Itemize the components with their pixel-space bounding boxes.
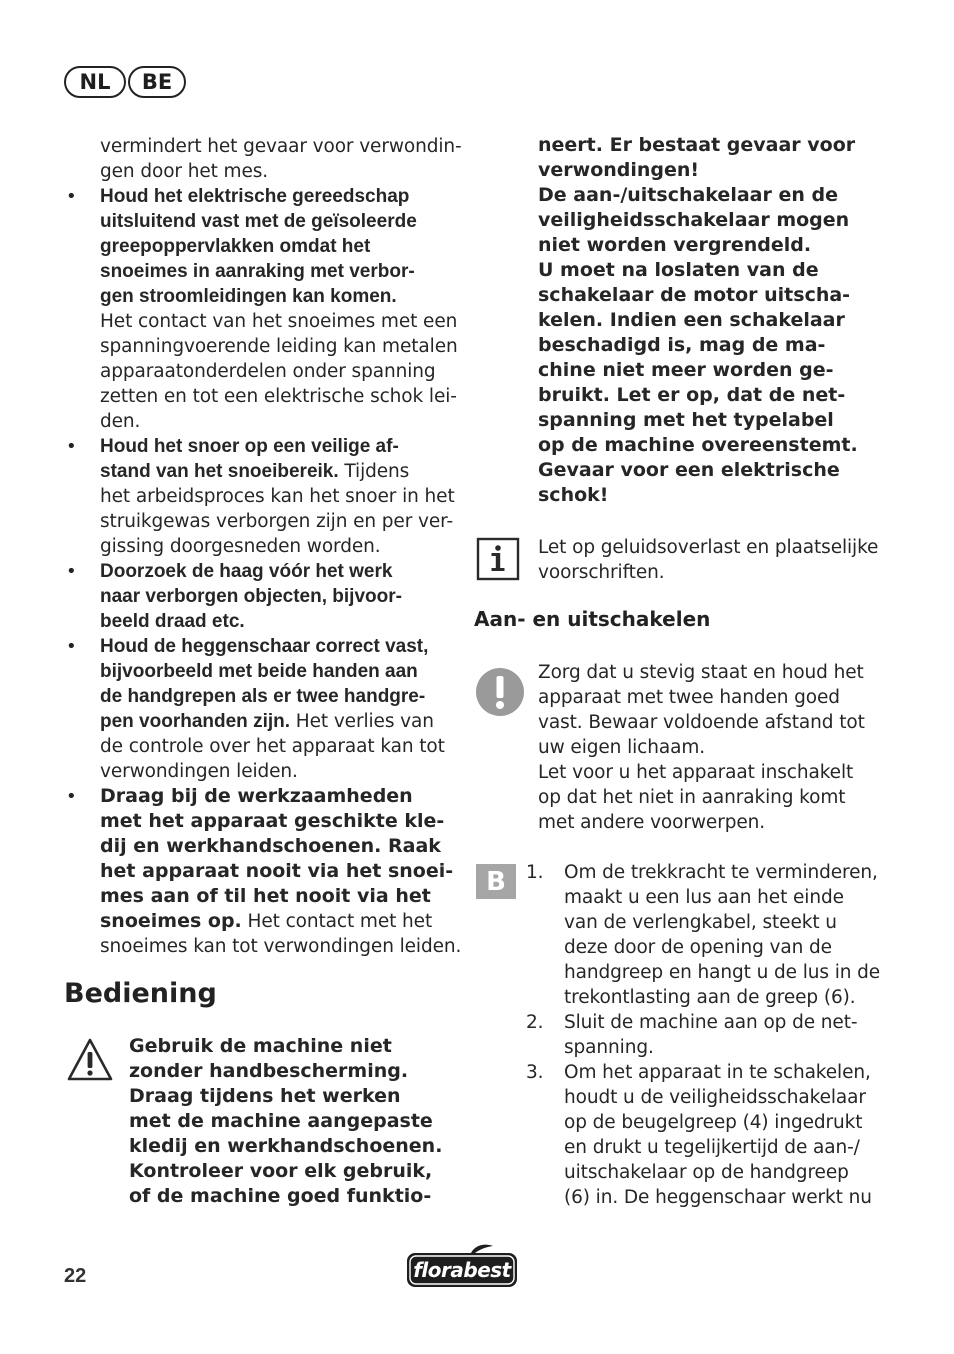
text-line: snoeimes op. xyxy=(100,910,242,932)
text-line: bruikt. Let er op, dat de net- xyxy=(538,384,846,406)
text-line: niet worden vergrendeld. xyxy=(538,234,812,256)
text-line: snoeimes kan tot verwondingen leiden. xyxy=(100,936,462,957)
bullet-item xyxy=(100,559,452,634)
exclamation-circle-icon xyxy=(475,667,525,717)
text-line: schok! xyxy=(538,484,609,506)
text-line: op dat het niet in aanraking komt xyxy=(538,787,846,808)
bullet-dot: • xyxy=(66,786,77,807)
text-line: houdt u de veiligheidsschakelaar xyxy=(564,1087,866,1108)
text-line: Om het apparaat in te schakelen, xyxy=(564,1062,871,1083)
text-line: bijvoorbeeld met beide handen aan xyxy=(100,661,418,682)
page-number: 22 xyxy=(64,1265,87,1287)
text-line: Houd het snoer op een veilige af- xyxy=(100,436,399,457)
text-line: De aan-/uitschakelaar en de xyxy=(538,184,838,206)
text-line: handgreep en hangt u de lus in de xyxy=(564,962,881,983)
text-line: spanning. xyxy=(564,1037,654,1058)
step-number: 1. xyxy=(526,862,544,883)
text-line: Sluit de machine aan op de net- xyxy=(564,1012,858,1033)
text-line: gen door het mes. xyxy=(100,161,269,182)
text-line: gen stroomleidingen kan komen. xyxy=(100,286,397,307)
text-line: van de verlengkabel, steekt u xyxy=(564,912,837,933)
text-line: Kontroleer voor elk gebruik, xyxy=(129,1160,433,1182)
bullet-dot: • xyxy=(66,636,77,657)
bullet-item xyxy=(100,784,462,959)
text-line: den. xyxy=(100,411,141,432)
section-title: Bediening xyxy=(64,978,217,1009)
text-line: snoeimes in aanraking met verbor- xyxy=(100,261,415,282)
text-line: neert. Er bestaat gevaar voor xyxy=(538,134,856,156)
text-line: Draag bij de werkzaamheden xyxy=(100,785,413,807)
subsection-title: Aan- en uitschakelen xyxy=(474,607,711,631)
text-line: zetten en tot een elektrische schok lei- xyxy=(100,386,457,407)
text-line: met de machine aangepaste xyxy=(129,1110,433,1132)
text-line: met het apparaat geschikte kle- xyxy=(100,810,445,832)
text-line: kledij en werkhandschoenen. xyxy=(129,1135,443,1157)
bullet-dot: • xyxy=(66,436,77,457)
warning-triangle-icon xyxy=(66,1036,114,1084)
text-line: mes aan of til het nooit via het xyxy=(100,885,431,907)
text-tail: Het verlies van xyxy=(290,711,434,732)
text-line: Draag tijdens het werken xyxy=(129,1085,401,1107)
text-line: vast. Bewaar voldoende afstand tot xyxy=(538,712,865,733)
text-line: het arbeidsproces kan het snoer in het xyxy=(100,486,455,507)
bullet-item xyxy=(100,634,452,784)
brand-logo xyxy=(405,1243,519,1289)
figure-label: B xyxy=(476,864,516,899)
warning-continuation-text xyxy=(538,133,858,508)
step-text xyxy=(564,1060,872,1210)
bullet-dot: • xyxy=(66,186,77,207)
step-text xyxy=(564,1010,864,1060)
lang-badge-be: BE xyxy=(128,66,186,98)
text-line: pen voorhanden zijn. xyxy=(100,711,291,732)
bullet-normal-text xyxy=(100,734,452,784)
text-line: (6) in. De heggenschaar werkt nu xyxy=(564,1187,872,1208)
text-line: Let voor u het apparaat inschakelt xyxy=(538,762,854,783)
text-line: verwondingen leiden. xyxy=(100,761,298,782)
text-line: greepoppervlakken omdat het xyxy=(100,236,371,257)
text-line: apparaat met twee handen goed xyxy=(538,687,840,708)
step-number: 3. xyxy=(526,1062,544,1083)
text-line: beschadigd is, mag de ma- xyxy=(538,334,826,356)
text-line: verwondingen! xyxy=(538,159,700,181)
text-line: spanningvoerende leiding kan metalen xyxy=(100,336,458,357)
text-line: deze door de opening van de xyxy=(564,937,832,958)
info-text xyxy=(538,535,878,585)
text-line: op de beugelgreep (4) ingedrukt xyxy=(564,1112,863,1133)
text-line: met andere voorwerpen. xyxy=(538,812,766,833)
text-line: Let op geluidsoverlast en plaatselijke xyxy=(538,537,879,558)
text-line: en drukt u tegelijkertijd de aan-/ xyxy=(564,1137,860,1158)
text-line: veiligheidsschakelaar mogen xyxy=(538,209,850,231)
text-line: uitschakelaar op de handgreep xyxy=(564,1162,849,1183)
text-line: de handgrepen als er twee handgre- xyxy=(100,686,426,707)
text-line: uw eigen lichaam. xyxy=(538,737,706,758)
text-tail: Het contact met het xyxy=(241,911,433,932)
brand-name: florabest xyxy=(413,1258,511,1282)
text-line: maakt u een lus aan het einde xyxy=(564,887,844,908)
text-line: Het contact van het snoeimes met een xyxy=(100,311,458,332)
text-line: kelen. Indien een schakelaar xyxy=(538,309,845,331)
text-line: spanning met het typelabel xyxy=(538,409,834,431)
text-line: dij en werkhandschoenen. Raak xyxy=(100,835,441,857)
text-line: gissing doorgesneden worden. xyxy=(100,536,381,557)
caution-text xyxy=(538,660,865,835)
text-line: op de machine overeenstemt. xyxy=(538,434,858,456)
text-line: het apparaat nooit via het snoei- xyxy=(100,860,454,882)
text-line: beeld draad etc. xyxy=(100,611,245,632)
text-line: schakelaar de motor uitscha- xyxy=(538,284,851,306)
bullet-item xyxy=(100,434,455,559)
text-line: voorschriften. xyxy=(538,562,665,583)
intro-text xyxy=(100,134,462,184)
bullet-normal-text xyxy=(100,309,458,434)
text-line: apparaatonderdelen onder spanning xyxy=(100,361,436,382)
step-text xyxy=(564,860,881,1010)
text-line: Doorzoek de haag vóór het werk xyxy=(100,561,393,582)
lang-badge-nl: NL xyxy=(64,66,126,98)
text-line: Houd het elektrische gereedschap xyxy=(100,186,410,207)
text-line: vermindert het gevaar voor verwondin- xyxy=(100,136,462,157)
text-line: Houd de heggenschaar correct vast, xyxy=(100,636,429,657)
text-line: chine niet meer worden ge- xyxy=(538,359,834,381)
text-line: Gevaar voor een elektrische xyxy=(538,459,840,481)
text-line: de controle over het apparaat kan tot xyxy=(100,736,445,757)
text-line: zonder handbescherming. xyxy=(129,1060,409,1082)
text-line: of de machine goed funktio- xyxy=(129,1185,432,1207)
info-icon xyxy=(476,537,520,581)
bullet-bold-text xyxy=(100,184,452,309)
warning-text xyxy=(129,1034,442,1209)
text-line: struikgewas verborgen zijn en per ver- xyxy=(100,511,454,532)
text-line: trekontlasting aan de greep (6). xyxy=(564,987,856,1008)
text-line: U moet na loslaten van de xyxy=(538,259,819,281)
text-line: naar verborgen objecten, bijvoor- xyxy=(100,586,402,607)
bullet-dot: • xyxy=(66,561,77,582)
text-line: Gebruik de machine niet xyxy=(129,1035,392,1057)
bullet-normal-text xyxy=(100,484,455,559)
bullet-item xyxy=(100,184,458,434)
step-number: 2. xyxy=(526,1012,544,1033)
text-line: Zorg dat u stevig staat en houd het xyxy=(538,662,864,683)
text-tail: Tijdens xyxy=(338,461,410,482)
text-line: uitsluitend vast met de geïsoleerde xyxy=(100,211,417,232)
text-line: stand van het snoeibereik. xyxy=(100,461,339,482)
text-line: Om de trekkracht te verminderen, xyxy=(564,862,878,883)
